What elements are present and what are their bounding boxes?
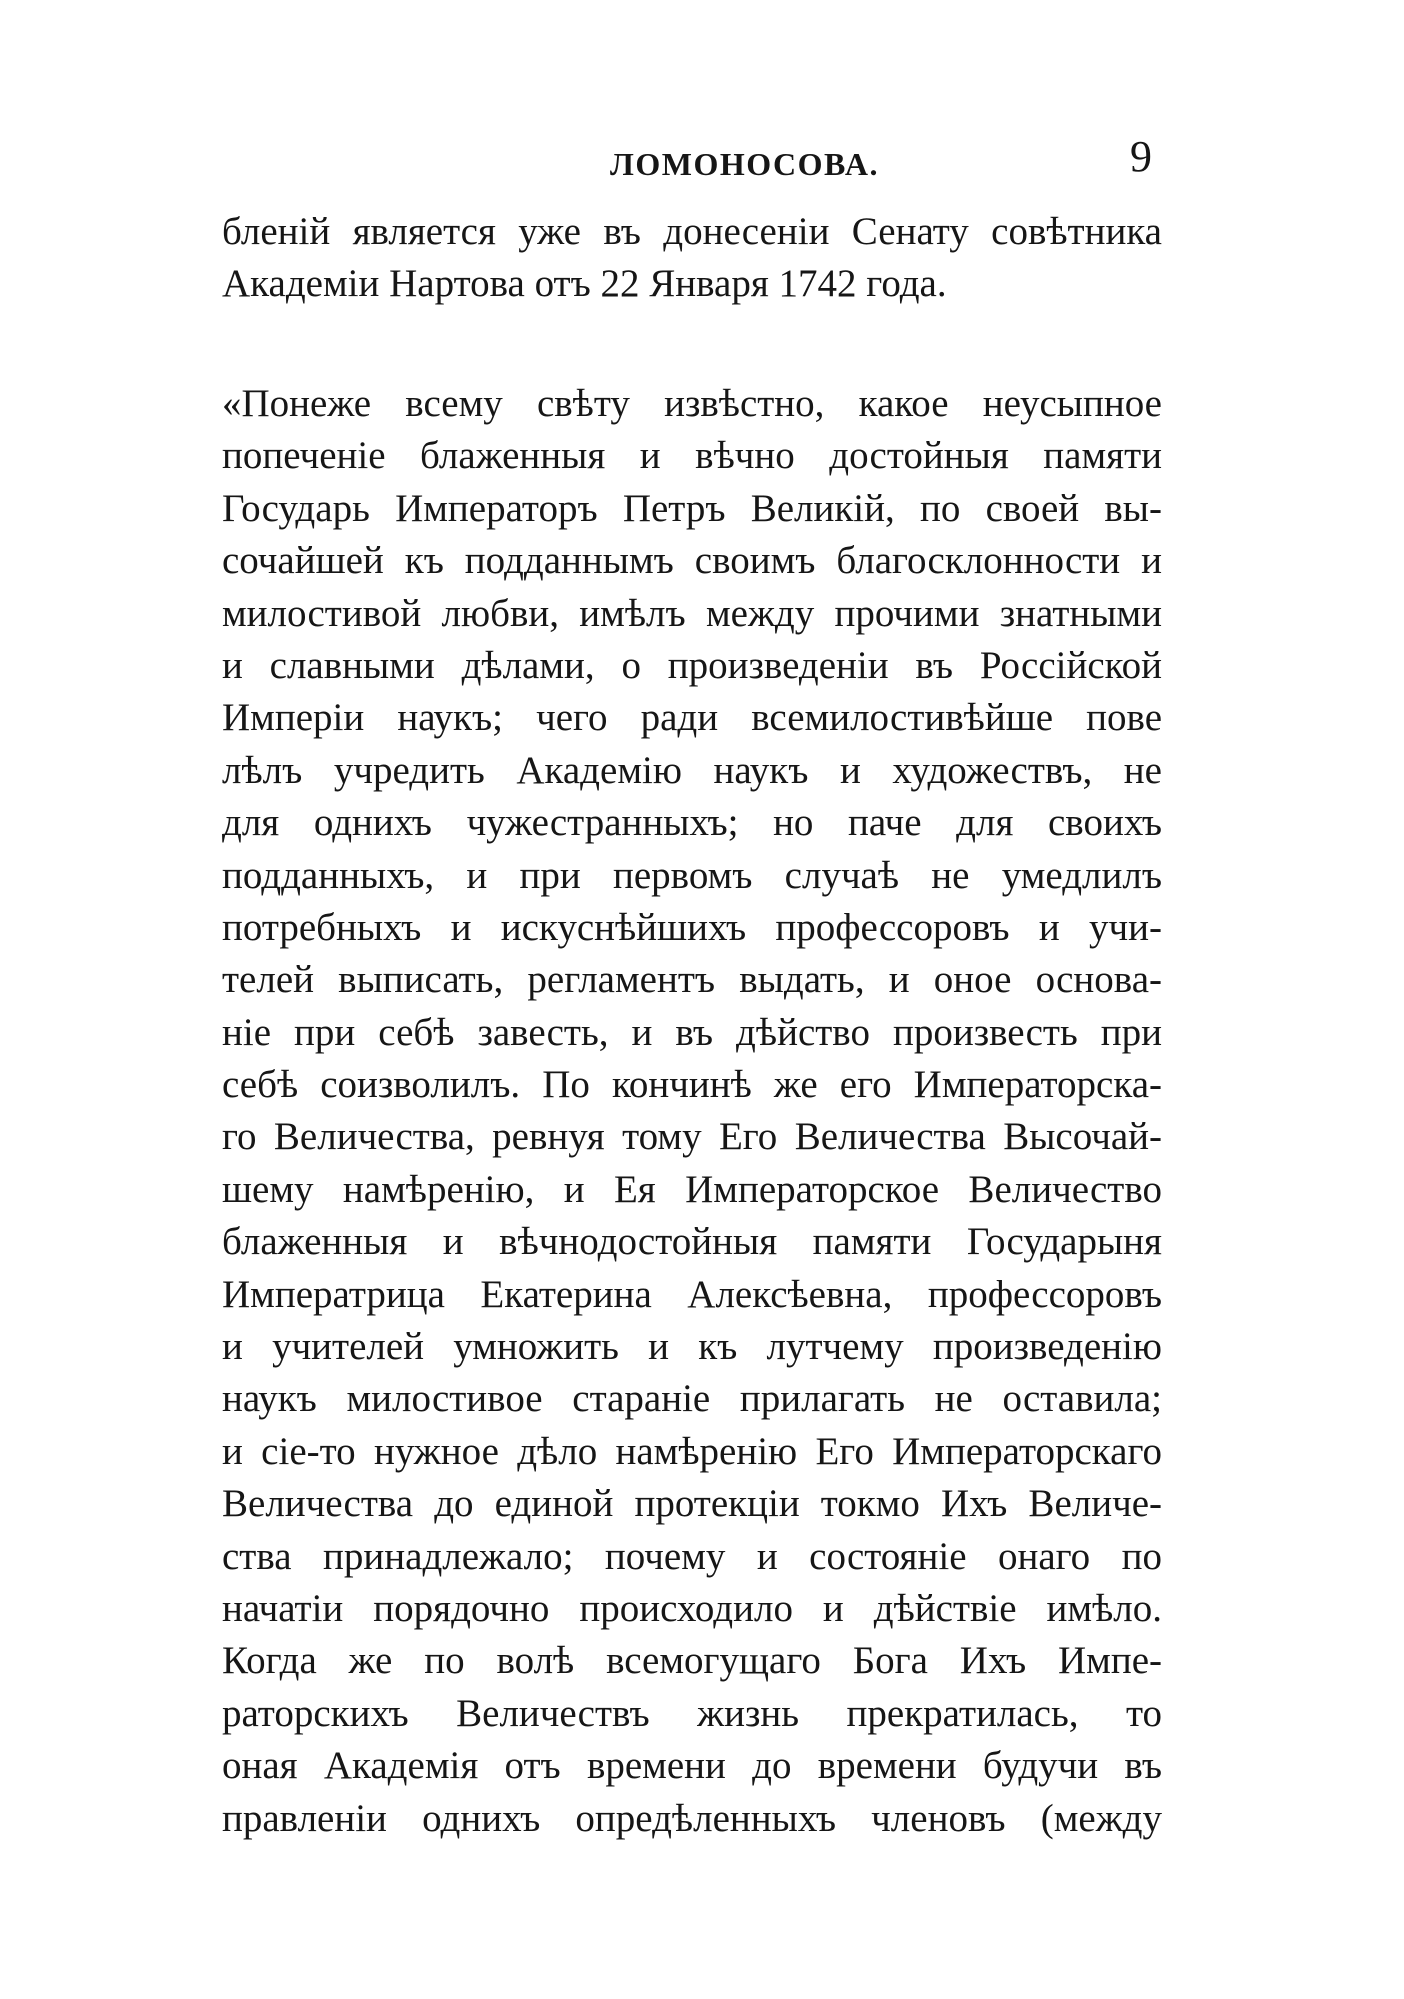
text-line: и сіе-то нужное дѣло намѣренію Его Императорскаго [222, 1429, 1162, 1473]
text-line: бленій является уже въ донесеніи Сенату совѣтника [222, 210, 1162, 253]
text-line: Величества до единой протекціи токмо Ихъ Величе- [222, 1482, 1162, 1526]
text-line: Академіи Нартова отъ 22 Января 1742 года. [222, 262, 947, 306]
text-line: себѣ соизволилъ. По кончинѣ же его Императорска- [222, 1063, 1162, 1107]
text-line: раторскихъ Величествъ жизнь прекратилась, то [222, 1691, 1162, 1735]
text-line: го Величества, ревнуя тому Его Величества Высочай- [222, 1115, 1162, 1159]
text-line: лѣлъ учредить Академію наукъ и художествъ, не [222, 748, 1162, 792]
text-line: правленіи однихъ опредѣленныхъ членовъ (между [222, 1796, 1162, 1840]
text-line: блаженныя и вѣчнодостойныя памяти Государыня [222, 1220, 1162, 1264]
text-line: «Понеже всему свѣту извѣстно, какое неусыпное [222, 382, 1162, 425]
text-line: начатіи порядочно происходило и дѣйствіе имѣло. [222, 1586, 1162, 1630]
text-line: телей выписать, регламентъ выдать, и оное основа- [222, 958, 1162, 1002]
intro-paragraph [222, 206, 1162, 311]
text-line: наукъ милостивое стараніе прилагать не оставила; [222, 1377, 1162, 1421]
text-line: и славными дѣлами, о произведеніи въ Россійской [222, 643, 1162, 687]
text-line: попеченіе блаженныя и вѣчно достойныя памяти [222, 434, 1162, 478]
page-number: 9 [1130, 132, 1152, 181]
text-line: ства принадлежало; почему и состояніе онаго по [222, 1534, 1162, 1578]
text-line: ніе при себѣ завесть, и въ дѣйство произвесть при [222, 1010, 1162, 1054]
text-line: Государь Императоръ Петръ Великій, по своей вы- [222, 486, 1162, 530]
text-line: для однихъ чужестранныхъ; но паче для своихъ [222, 801, 1162, 845]
text-line: Когда же по волѣ всемогущаго Бога Ихъ Импе- [222, 1639, 1162, 1683]
quoted-document-paragraph [222, 378, 1162, 1845]
text-line: Имперіи наукъ; чего ради всемилостивѣйше пове [222, 696, 1162, 740]
running-title: ЛОМОНОСОВА. [610, 146, 879, 182]
text-line: и учителей умножить и къ лутчему произведенію [222, 1325, 1162, 1369]
text-line: оная Академія отъ времени до времени будучи въ [222, 1744, 1162, 1788]
text-line: сочайшей къ подданнымъ своимъ благосклонности и [222, 539, 1162, 583]
text-line: шему намѣренію, и Ея Императорское Величество [222, 1167, 1162, 1211]
text-line: Императрица Екатерина Алексѣевна, профессоровъ [222, 1272, 1162, 1316]
text-line: потребныхъ и искуснѣйшихъ профессоровъ и учи- [222, 905, 1162, 949]
text-line: подданныхъ, и при первомъ случаѣ не умедлилъ [222, 853, 1162, 897]
text-line: милостивой любви, имѣлъ между прочими знатными [222, 591, 1162, 635]
